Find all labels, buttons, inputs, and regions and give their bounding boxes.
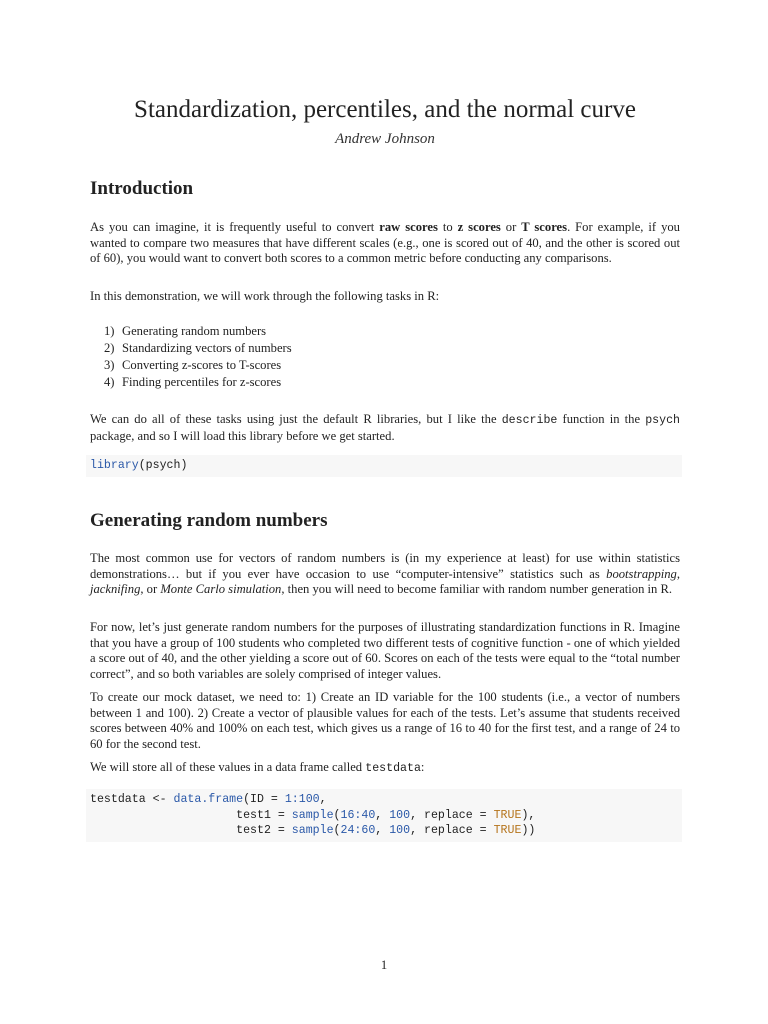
heading-introduction: Introduction [90,178,194,199]
random-paragraph-1: The most common use for vectors of random numbers is (in my experience at least) for use within statistics demonstrations… but if you ever have occasion to use “computer-intensive” statistics such as bootstrapping, jacknifing, or Monte Carlo simulation, then you will need to become familiar with random number generation in R. [90,551,680,597]
inline-code-psych: psych [645,414,681,427]
intro-paragraph-3: We can do all of these tasks using just the default R libraries, but I like the describe function in the psych package, and so I will load this library before we get started. [90,412,681,443]
term-z-scores: z scores [457,220,501,234]
random-paragraph-4: We will store all of these values in a data frame called testdata: [90,760,425,775]
list-item: 3) Converting z-scores to T-scores [104,358,282,372]
term-raw-scores: raw scores [379,220,438,234]
code-block-testdata: testdata <- data.frame(ID = 1:100, test1 = sample(16:40, 100, replace = TRUE), test2 = sample(24:60, 100, replace = TRUE)) [86,789,682,842]
heading-generating-random-numbers: Generating random numbers [90,510,328,531]
document-title: Standardization, percentiles, and the normal curve [134,96,636,123]
code-block-library: library(psych) [86,455,682,477]
term-t-scores: T scores [521,220,568,234]
intro-paragraph-2: In this demonstration, we will work through the following tasks in R: [90,289,440,303]
inline-code-testdata: testdata [365,762,421,775]
document-author: Andrew Johnson [335,131,435,147]
intro-paragraph-1: As you can imagine, it is frequently useful to convert raw scores to z scores or T scores. For example, if you wanted to compare two measures that have different scales (e.g., one is scored out of 40, and the other is scored out of 60), you would want to convert both scores to a common metric before conducting any comparisons. [90,220,680,266]
list-item: 2) Standardizing vectors of numbers [104,341,292,355]
random-paragraph-3: To create our mock dataset, we need to: 1) Create an ID variable for the 100 students (i.e., a vector of numbers between 1 and 100). 2) Create a vector of plausible values for each of the tests. Let’s assume that students received scores between 40% and 100% on each test, which gives us a range of 16 to 40 for the first test, and a range of 24 to 60 for the second test. [90,690,680,751]
task-list [90,323,292,391]
random-paragraph-2: For now, let’s just generate random numbers for the purposes of illustrating standardization functions in R. Imagine that you have a group of 100 students who completed two different tests of cognitive function - one of which yielded a score out of 40, and the other yielding a score out of 60. Scores on each of the tests were equal to the “total number correct”, and so both variables are solely comprised of integer values. [90,620,680,681]
list-item: 4) Finding percentiles for z-scores [104,375,282,389]
page-number: 1 [380,958,388,972]
inline-code-describe: describe [501,414,558,427]
list-item: 1) Generating random numbers [104,324,267,338]
